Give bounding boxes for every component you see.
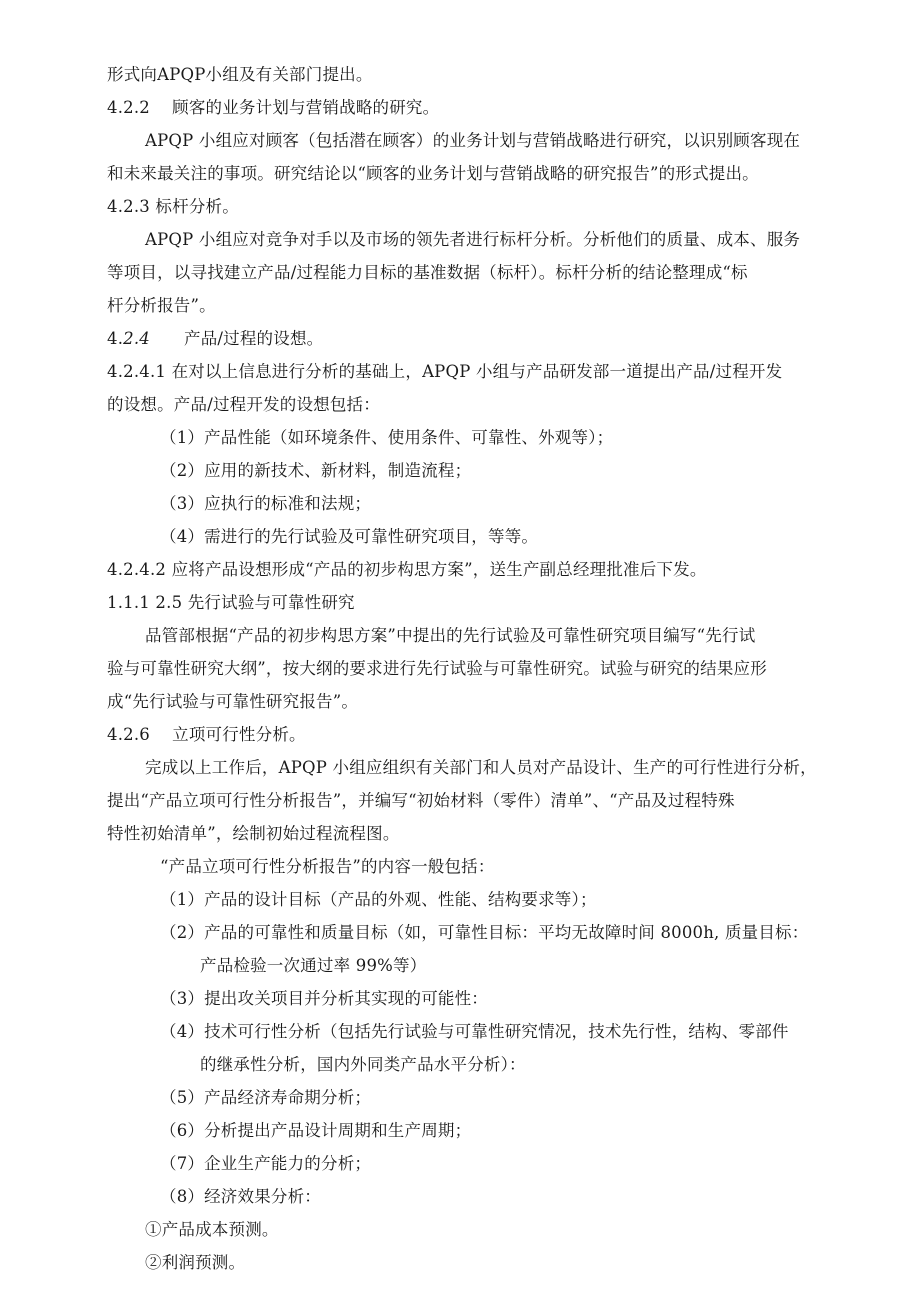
paragraph-line: 验与可靠性研究大纲”，按大纲的要求进行先行试验与可靠性研究。试验与研究的结果应形 — [107, 659, 767, 678]
list-item: （2）应用的新技术、新材料，制造流程； — [160, 461, 472, 480]
paragraph-line: 等项目，以寻找建立产品/过程能力目标的基准数据（标杆）。标杆分析的结论整理成“标 — [107, 263, 748, 282]
section-heading-2-5: 1.1.1 2.5 先行试验与可靠性研究 — [107, 593, 355, 612]
heading-number-italic: 2.4 — [123, 329, 150, 348]
sub-list-item: ①产品成本预测。 — [145, 1220, 279, 1239]
section-heading-4-2-3: 4.2.3 标杆分析。 — [107, 197, 239, 216]
paragraph-line: 4.2.4.1 在对以上信息进行分析的基础上，APQP 小组与产品研发部一道提出产品/过程开发 — [107, 362, 783, 381]
list-item: （7）企业生产能力的分析； — [160, 1154, 372, 1173]
list-item: （1）产品的设计目标（产品的外观、性能、结构要求等）； — [160, 890, 597, 909]
paragraph-line: APQP 小组应对顾客（包括潜在顾客）的业务计划与营销战略进行研究，以识别顾客现在 — [145, 131, 801, 150]
paragraph-line: APQP 小组应对竞争对手以及市场的领先者进行标杆分析。分析他们的质量、成本、服务 — [145, 230, 801, 249]
paragraph-line: 成“先行试验与可靠性研究报告”。 — [107, 692, 359, 711]
section-heading-4-2-4 — [107, 328, 323, 350]
paragraph-line: 4.2.4.2 应将产品设想形成“产品的初步构思方案”，送生产副总经理批准后下发。 — [107, 560, 707, 579]
list-item: （3）应执行的标准和法规； — [160, 494, 372, 513]
paragraph-line: 提出“产品立项可行性分析报告”，并编写“初始材料（零件）清单”、“产品及过程特殊 — [107, 791, 735, 810]
list-item: （1）产品性能（如环境条件、使用条件、可靠性、外观等）； — [160, 428, 614, 447]
list-item: （8）经济效果分析： — [160, 1187, 321, 1206]
list-item: （5）产品经济寿命期分析； — [160, 1088, 372, 1107]
paragraph-line: 特性初始清单”，绘制初始过程流程图。 — [107, 824, 400, 843]
paragraph-line: 完成以上工作后，APQP 小组应组织有关部门和人员对产品设计、生产的可行性进行分析， — [145, 758, 817, 777]
paragraph-line: 品管部根据“产品的初步构思方案”中提出的先行试验及可靠性研究项目编写“先行试 — [145, 626, 756, 645]
section-heading-4-2-2: 4.2.2 顾客的业务计划与营销战略的研究。 — [107, 98, 440, 117]
heading-title: 产品/过程的设想。 — [184, 329, 324, 348]
paragraph-line: 杆分析报告”。 — [107, 296, 216, 315]
list-item: （4）需进行的先行试验及可靠性研究项目，等等。 — [160, 527, 539, 546]
paragraph-line: 和未来最关注的事项。研究结论以“顾客的业务计划与营销战略的研究报告”的形式提出。 — [107, 164, 759, 183]
sub-list-item: ②利润预测。 — [145, 1253, 246, 1272]
list-item-continuation: 的继承性分析，国内外同类产品水平分析）： — [200, 1055, 526, 1074]
section-heading-4-2-6: 4.2.6 立项可行性分析。 — [107, 725, 306, 744]
list-item: （4）技术可行性分析（包括先行试验与可靠性研究情况，技术先行性，结构、零部件 — [160, 1022, 789, 1041]
paragraph-line: “产品立项可行性分析报告”的内容一般包括： — [160, 857, 495, 876]
list-item-continuation: 产品检验一次通过率 99%等） — [200, 956, 427, 975]
list-item: （2）产品的可靠性和质量目标（如，可靠性目标：平均无故障时间 8000h, 质量目标： — [160, 923, 809, 942]
paragraph-line: 的设想。产品/过程开发的设想包括： — [107, 395, 380, 414]
list-item: （6）分析提出产品设计周期和生产周期； — [160, 1121, 472, 1140]
heading-number-prefix: 4. — [107, 329, 124, 348]
paragraph-line: 形式向APQP小组及有关部门提出。 — [107, 65, 373, 84]
list-item: （3）提出攻关项目并分析其实现的可能性： — [160, 989, 488, 1008]
